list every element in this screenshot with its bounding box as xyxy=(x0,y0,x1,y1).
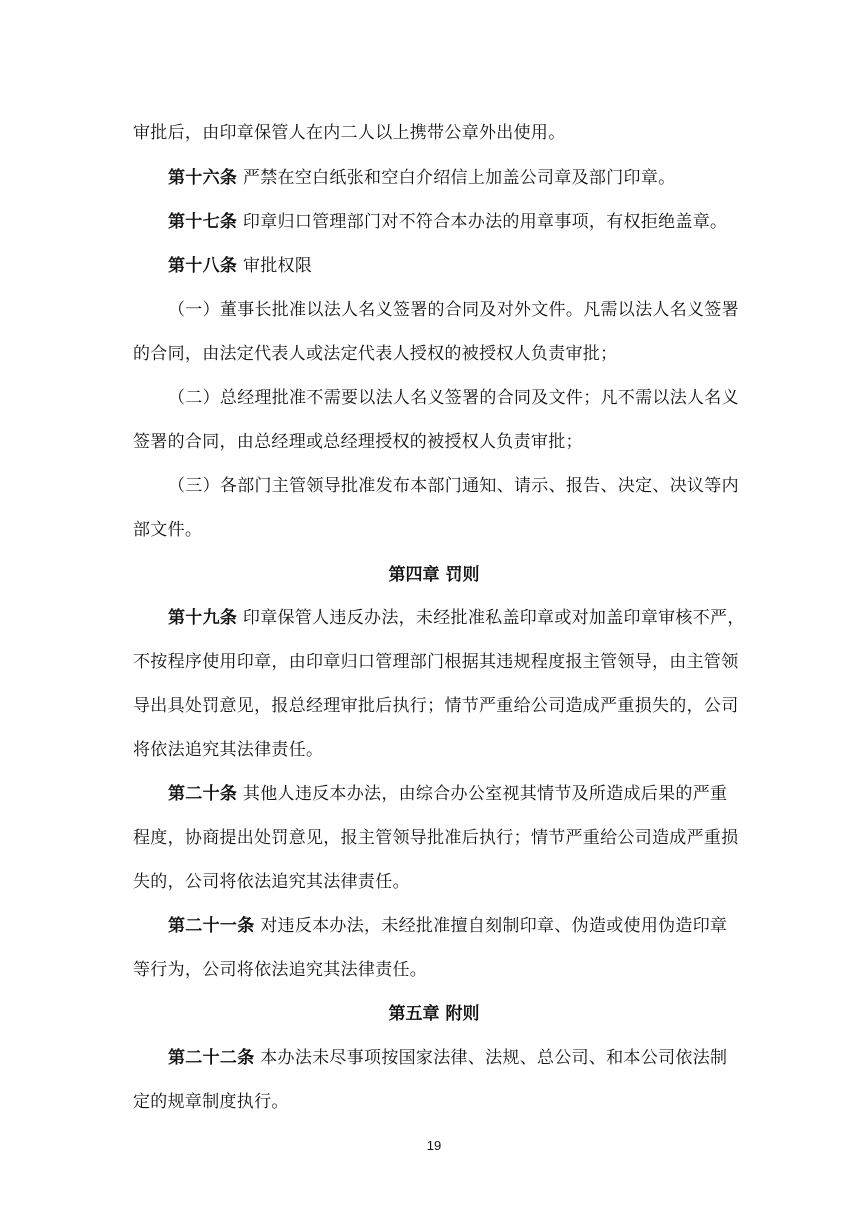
paragraph-line: 等行为，公司将依法追究其法律责任。 xyxy=(133,960,428,980)
paragraph-line: 的合同，由法定代表人或法定代表人授权的被授权人负责审批； xyxy=(133,344,618,364)
article-21-line-2 xyxy=(133,958,427,982)
article-text: 印章保管人违反办法，未经批准私盖印章或对加盖印章审核不严， xyxy=(242,608,745,628)
item-3-line-1 xyxy=(168,474,739,498)
article-label: 第十九条 xyxy=(168,608,238,628)
item-3-line-2 xyxy=(133,518,202,542)
paragraph-line: （二）总经理批准不需要以法人名义签署的合同及文件；凡不需以法人名义 xyxy=(168,388,739,408)
article-19-line-4 xyxy=(133,738,323,762)
article-text: 印章归口管理部门对不符合本办法的用章事项，有权拒绝盖章。 xyxy=(242,212,728,232)
item-2-line-2 xyxy=(133,430,583,454)
article-22-line-1 xyxy=(168,1046,727,1070)
item-1-line-1 xyxy=(168,298,739,322)
chapter-5-heading: 第五章 附则 xyxy=(388,1004,480,1024)
article-17 xyxy=(168,210,727,234)
paragraph-line: 定的规章制度执行。 xyxy=(133,1092,289,1112)
article-20-line-2 xyxy=(133,826,739,850)
paragraph-line: 失的，公司将依法追究其法律责任。 xyxy=(133,872,410,892)
paragraph-line: 签署的合同，由总经理或总经理授权的被授权人负责审批； xyxy=(133,432,583,452)
item-2-line-1 xyxy=(168,386,739,410)
paragraph-line: 程度，协商提出处罚意见，报主管领导批准后执行；情节严重给公司造成严重损 xyxy=(133,828,739,848)
article-20-line-1 xyxy=(168,782,727,806)
paragraph-line: 审批后，由印章保管人在内二人以上携带公章外出使用。 xyxy=(133,123,566,143)
article-label: 第十七条 xyxy=(168,212,238,232)
article-21-line-1 xyxy=(168,914,727,938)
paragraph-line: 导出具处罚意见，报总经理审批后执行；情节严重给公司造成严重损失的，公司 xyxy=(133,696,739,716)
page-number: 19 xyxy=(426,1138,442,1153)
article-text: 严禁在空白纸张和空白介绍信上加盖公司章及部门印章。 xyxy=(242,168,676,188)
article-18 xyxy=(168,254,312,278)
article-label: 第十八条 xyxy=(168,256,238,276)
article-19-line-2 xyxy=(133,650,739,674)
article-16 xyxy=(168,166,675,190)
article-19-line-3 xyxy=(133,694,739,718)
article-label: 第十六条 xyxy=(168,168,238,188)
article-text: 对违反本办法，未经批准擅自刻制印章、伪造或使用伪造印章 xyxy=(260,916,728,936)
article-label: 第二十二条 xyxy=(168,1048,255,1068)
chapter-4-heading: 第四章 罚则 xyxy=(388,565,480,585)
paragraph-line: 将依法追究其法律责任。 xyxy=(133,740,324,760)
paragraph-line: 不按程序使用印章，由印章归口管理部门根据其违规程度报主管领导，由主管领 xyxy=(133,652,739,672)
article-label: 第二十条 xyxy=(168,784,238,804)
article-text: 其他人违反本办法，由综合办公室视其情节及所造成后果的严重 xyxy=(242,784,728,804)
article-22-line-2 xyxy=(133,1090,289,1114)
article-20-line-3 xyxy=(133,870,410,894)
article-text: 本办法未尽事项按国家法律、法规、总公司、和本公司依法制 xyxy=(260,1048,728,1068)
article-19-line-1 xyxy=(168,606,745,630)
paragraph-line: （一）董事长批准以法人名义签署的合同及对外文件。凡需以法人名义签署 xyxy=(168,300,739,320)
paragraph-line: 部文件。 xyxy=(133,520,203,540)
article-label: 第二十一条 xyxy=(168,916,255,936)
article-text: 审批权限 xyxy=(242,256,313,276)
item-1-line-2 xyxy=(133,342,617,366)
paragraph-line: （三）各部门主管领导批准发布本部门通知、请示、报告、决定、决议等内 xyxy=(168,476,739,496)
paragraph-continuation xyxy=(133,121,566,145)
